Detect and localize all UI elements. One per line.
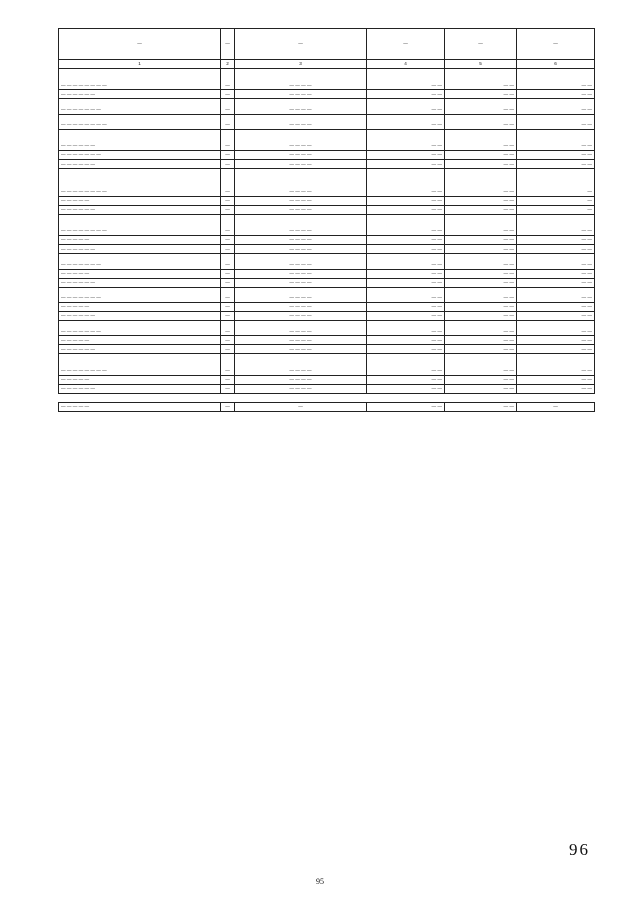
table-cell: — — [445, 90, 517, 99]
table-cell: — — [517, 99, 595, 114]
table-cell: — — — — — — [59, 245, 221, 254]
table-cell: — [221, 196, 235, 205]
table-cell: — — [445, 287, 517, 302]
table-cell: — — — — — — — [59, 151, 221, 160]
table-cell: — — [367, 69, 445, 90]
table-row [59, 90, 595, 99]
table-cell: — [517, 169, 595, 196]
table-cell: — — [367, 214, 445, 235]
table-cell: — — [367, 129, 445, 150]
table-cell: — — — — — — [59, 278, 221, 287]
table-cell: — [221, 402, 235, 411]
table-row [59, 114, 595, 129]
table-cell: — [221, 69, 235, 90]
table-cell: — — — — [235, 302, 367, 311]
table-cell: — [221, 245, 235, 254]
table-cell: — — [445, 205, 517, 214]
table-header-row [59, 29, 595, 60]
table-cell: — [221, 321, 235, 336]
table-cell: — — [517, 129, 595, 150]
table-cell: — [221, 269, 235, 278]
table-cell: — — — — [235, 114, 367, 129]
table-cell: — — — — — [59, 302, 221, 311]
column-number: 2 [221, 60, 235, 69]
table-cell: — — [367, 114, 445, 129]
column-header: — [445, 29, 517, 60]
table-cell: — — [517, 321, 595, 336]
table-cell: — — [367, 384, 445, 393]
table-cell: — — [367, 151, 445, 160]
table-cell: — [221, 287, 235, 302]
table-cell: — — [445, 254, 517, 269]
table-cell: — — [517, 214, 595, 235]
table-cell: — [221, 99, 235, 114]
column-header: — [221, 29, 235, 60]
table-cell: — — — — — — — [59, 99, 221, 114]
table-cell: — — — — [235, 321, 367, 336]
table-row [59, 375, 595, 384]
table-cell: — — — — [235, 169, 367, 196]
column-number: 4 [367, 60, 445, 69]
table-cell: — — — — [235, 205, 367, 214]
table-cell: — [221, 114, 235, 129]
result-table [58, 402, 595, 412]
table-cell: — — [445, 321, 517, 336]
table-cell: — — [367, 90, 445, 99]
table-row [59, 160, 595, 169]
table-cell: — — — — — — [59, 90, 221, 99]
table-cell: — — [445, 375, 517, 384]
column-number: 5 [445, 60, 517, 69]
table-cell: — [221, 336, 235, 345]
table-row [59, 269, 595, 278]
table-cell: — — [445, 302, 517, 311]
budget-table [58, 28, 595, 394]
table-cell: — — [517, 90, 595, 99]
table-cell: — — — — — — — [59, 321, 221, 336]
table-cell: — [221, 90, 235, 99]
table-cell: — — — — [235, 278, 367, 287]
table-row [59, 254, 595, 269]
table-cell: — — — — [235, 90, 367, 99]
budget-report-sheet [58, 28, 594, 412]
table-cell: — [221, 205, 235, 214]
table-row [59, 205, 595, 214]
table-cell: — — [367, 402, 445, 411]
table-cell: — — [517, 354, 595, 375]
table-cell: — — — — — [59, 375, 221, 384]
table-cell: — — — — — — — [59, 287, 221, 302]
table-cell: — — — — [235, 151, 367, 160]
table-body [59, 69, 595, 394]
table-cell: — — [517, 236, 595, 245]
table-cell: — — — — [235, 196, 367, 205]
table-cell: — — [367, 302, 445, 311]
table-cell: — — — — — — [59, 384, 221, 393]
table-cell: — — [517, 345, 595, 354]
table-cell: — — [367, 375, 445, 384]
column-header: — [59, 29, 221, 60]
table-cell: — — [445, 129, 517, 150]
column-header: — [367, 29, 445, 60]
table-cell: — — [445, 354, 517, 375]
table-cell: — — [367, 278, 445, 287]
table-cell: — [235, 402, 367, 411]
table-row [59, 345, 595, 354]
table-cell: — — — — — — [59, 160, 221, 169]
table-cell: — — — — — [59, 336, 221, 345]
table-cell: — — [367, 236, 445, 245]
table-cell: — — [445, 311, 517, 320]
table-cell: — — — — — — [59, 129, 221, 150]
table-row [59, 69, 595, 90]
table-cell: — — [517, 269, 595, 278]
table-cell: — — [367, 336, 445, 345]
table-cell: — — — — [235, 345, 367, 354]
table-cell: — — [517, 302, 595, 311]
table-gap [58, 394, 594, 402]
table-cell: — [221, 151, 235, 160]
table-row [59, 99, 595, 114]
table-cell: — — — — — [59, 196, 221, 205]
table-cell: — — — — [235, 375, 367, 384]
table-row [59, 169, 595, 196]
table-cell: — — [367, 345, 445, 354]
page-number: 95 [316, 877, 324, 886]
column-number: 1 [59, 60, 221, 69]
table-cell: — — [517, 254, 595, 269]
table-cell: — — [445, 160, 517, 169]
table-cell: — — [445, 336, 517, 345]
table-cell: — [221, 129, 235, 150]
table-row [59, 336, 595, 345]
table-cell: — — — — — — — — [59, 114, 221, 129]
table-row [59, 151, 595, 160]
column-header: — [517, 29, 595, 60]
table-cell: — — [517, 151, 595, 160]
table-row [59, 287, 595, 302]
table-cell: — — [517, 245, 595, 254]
table-cell: — [221, 354, 235, 375]
table-cell: — — [367, 269, 445, 278]
table-cell: — [221, 302, 235, 311]
table-cell: — — — — — — — — [59, 69, 221, 90]
table-cell: — [517, 196, 595, 205]
table-row [59, 384, 595, 393]
table-cell: — — [517, 311, 595, 320]
table-cell: — — [445, 196, 517, 205]
table-cell: — — [445, 384, 517, 393]
table-cell: — [221, 375, 235, 384]
table-cell: — [221, 160, 235, 169]
table-cell: — — — — [235, 245, 367, 254]
table-cell: — — — — [235, 287, 367, 302]
table-cell: — [221, 278, 235, 287]
column-number: 6 [517, 60, 595, 69]
table-cell: — — [367, 169, 445, 196]
table-cell: — — [445, 99, 517, 114]
table-cell: — [221, 214, 235, 235]
table-row [59, 129, 595, 150]
table-cell: — — [445, 151, 517, 160]
table-cell: — — — — [235, 311, 367, 320]
table-cell: — — — — [235, 214, 367, 235]
table-cell: — — — — [235, 236, 367, 245]
handwritten-page-mark: 96 [569, 840, 590, 859]
table-cell: — [221, 169, 235, 196]
table-cell: — — — — [235, 69, 367, 90]
table-cell: — [517, 205, 595, 214]
table-cell: — — [445, 169, 517, 196]
table-cell: — — — — — [59, 269, 221, 278]
table-cell: — — [367, 254, 445, 269]
table-cell: — — [517, 160, 595, 169]
table-cell: — — [367, 321, 445, 336]
table-cell: — — — — — — [59, 345, 221, 354]
table-cell: — — [445, 345, 517, 354]
table-cell: — — [517, 384, 595, 393]
table-cell: — — [517, 114, 595, 129]
table-cell: — — [445, 114, 517, 129]
table-cell: — — [445, 278, 517, 287]
table-cell: — — — — [235, 254, 367, 269]
table-cell: — — [367, 311, 445, 320]
table-cell: — — [367, 287, 445, 302]
table-row [59, 214, 595, 235]
table-row [59, 278, 595, 287]
table-cell: — — [517, 69, 595, 90]
table-cell: — [221, 384, 235, 393]
table-cell: — [221, 311, 235, 320]
table-cell: — — [517, 336, 595, 345]
table-row [59, 321, 595, 336]
table-cell: — [221, 236, 235, 245]
table-cell: — — [367, 196, 445, 205]
table-row [59, 311, 595, 320]
table-cell: — [517, 402, 595, 411]
table-cell: — — [445, 69, 517, 90]
table-row [59, 196, 595, 205]
table-row [59, 354, 595, 375]
table-row [59, 236, 595, 245]
table-cell: — — [445, 402, 517, 411]
table-cell: — — [367, 160, 445, 169]
table-cell: — — — — — — — [59, 254, 221, 269]
column-number: 3 [235, 60, 367, 69]
table-cell: — — — — [235, 354, 367, 375]
table-cell: — — [367, 354, 445, 375]
table-cell: — — [367, 99, 445, 114]
table-cell: — — — — [235, 336, 367, 345]
table-cell: — — [445, 245, 517, 254]
table-row [59, 302, 595, 311]
table-cell: — — — — [235, 99, 367, 114]
table-cell: — [221, 345, 235, 354]
table-cell: — — — — [235, 384, 367, 393]
table-cell: — — — — — [59, 402, 221, 411]
table-cell: — — [367, 205, 445, 214]
table-cell: — — — — [235, 160, 367, 169]
result-row [59, 402, 595, 411]
table-cell: — — [517, 278, 595, 287]
table-cell: — — — — [235, 269, 367, 278]
table-cell: — — [445, 269, 517, 278]
table-cell: — — — — — — — — [59, 354, 221, 375]
table-cell: — — [445, 214, 517, 235]
column-header: — [235, 29, 367, 60]
table-cell: — — — — — — — — [59, 214, 221, 235]
column-number-row [59, 60, 595, 69]
table-cell: — — — — — [59, 236, 221, 245]
table-cell: — — — — [235, 129, 367, 150]
table-cell: — — — — — — [59, 205, 221, 214]
table-cell: — — — — — — [59, 311, 221, 320]
table-cell: — [221, 254, 235, 269]
table-row [59, 245, 595, 254]
table-cell: — — [445, 236, 517, 245]
table-cell: — — [367, 245, 445, 254]
table-cell: — — [517, 287, 595, 302]
table-cell: — — [517, 375, 595, 384]
table-cell: — — — — — — — — [59, 169, 221, 196]
